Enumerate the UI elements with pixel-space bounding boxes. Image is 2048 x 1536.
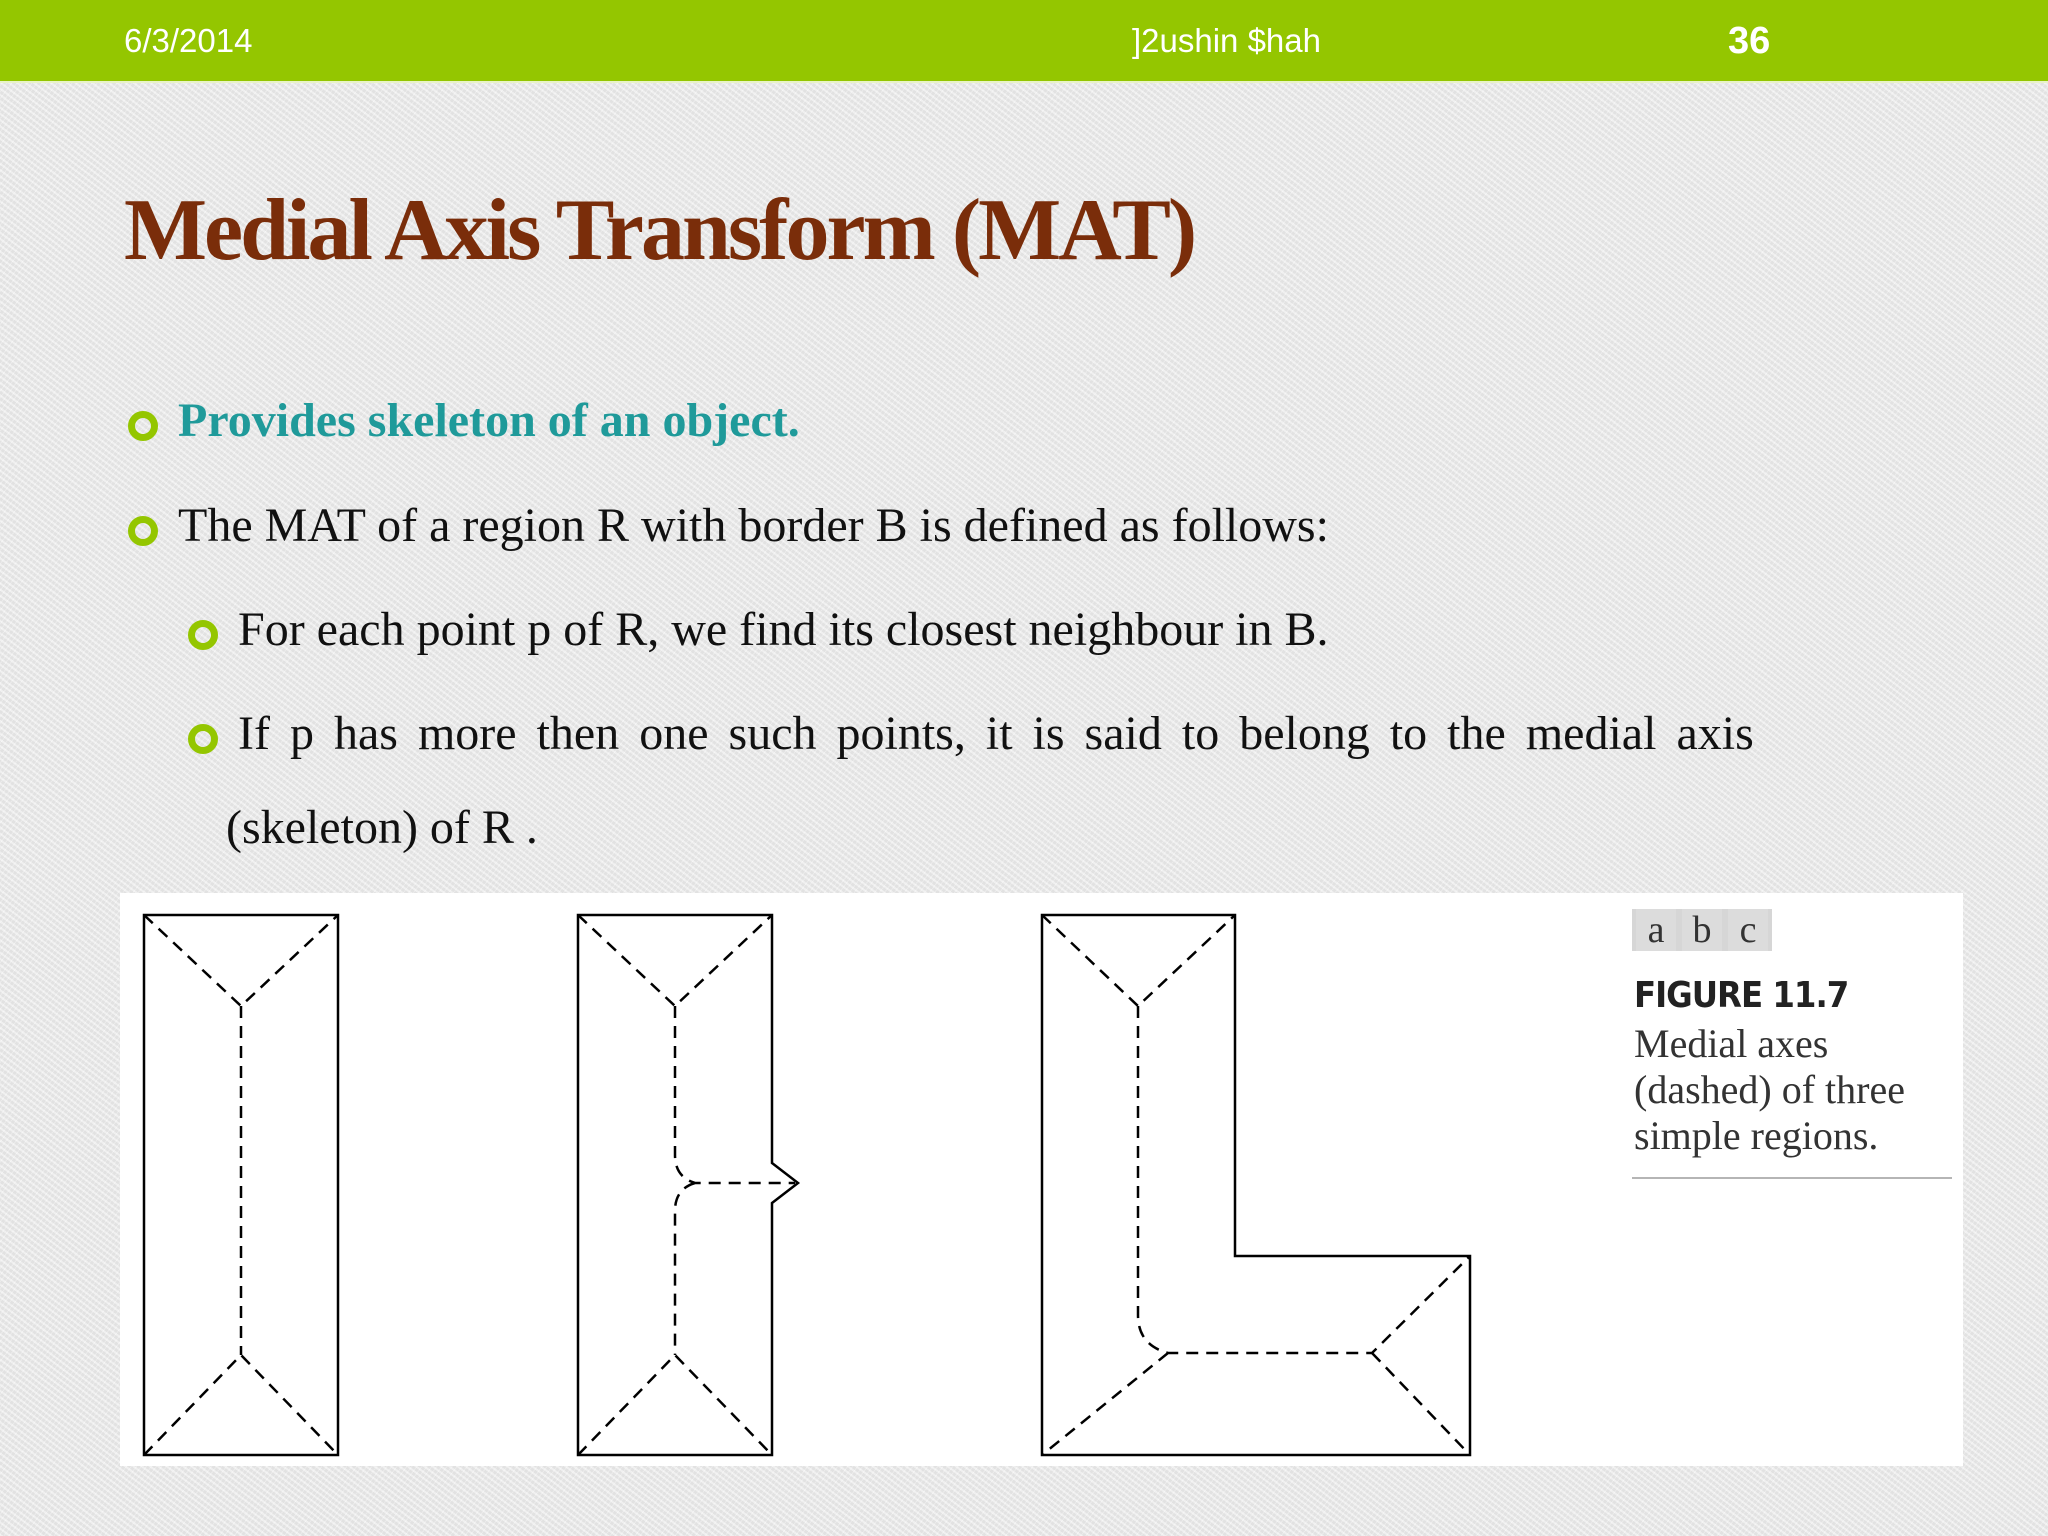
region-a-outline xyxy=(144,915,338,1455)
slide-number: 36 xyxy=(1728,20,1771,62)
medial-axis-figure xyxy=(120,893,1963,1466)
slide-date: 6/3/2014 xyxy=(124,22,253,59)
panel-label-c: c xyxy=(1728,909,1768,951)
bullet-2-text: The MAT of a region R with border B is defined as follows: xyxy=(178,499,1329,552)
sub-bullet-2-continuation: (skeleton) of R . xyxy=(226,801,538,854)
medial-axis-a xyxy=(144,915,338,1455)
medial-axis-c xyxy=(1042,915,1470,1455)
panel-label-a: a xyxy=(1636,909,1676,951)
bullet-1-text: Provides skeleton of an object. xyxy=(178,394,800,447)
panel-label-b: b xyxy=(1682,909,1722,951)
figure-caption-text: Medial axes (dashed) of three simple regions. xyxy=(1634,1021,1905,1158)
bullet-circle-icon xyxy=(188,620,218,650)
bullet-circle-icon xyxy=(188,724,218,754)
region-c-outline xyxy=(1042,915,1470,1455)
sub-bullet-2-text: If p has more then one such points, it is said to belong to the medial axis xyxy=(238,707,1754,760)
caption-divider xyxy=(1632,1177,1952,1179)
sub-bullet-1-text: For each point p of R, we find its closest neighbour in B. xyxy=(238,603,1329,656)
figure-caption-title: FIGURE 11.7 xyxy=(1634,975,1849,1016)
bullet-circle-icon xyxy=(128,411,158,441)
slide-author: ]2ushin $hah xyxy=(1132,22,1321,59)
medial-axis-b xyxy=(578,915,795,1455)
panel-labels xyxy=(1632,909,1772,951)
bullet-circle-icon xyxy=(128,516,158,546)
header-bar xyxy=(0,0,2048,83)
slide-title: Medial Axis Transform (MAT) xyxy=(124,182,1195,279)
